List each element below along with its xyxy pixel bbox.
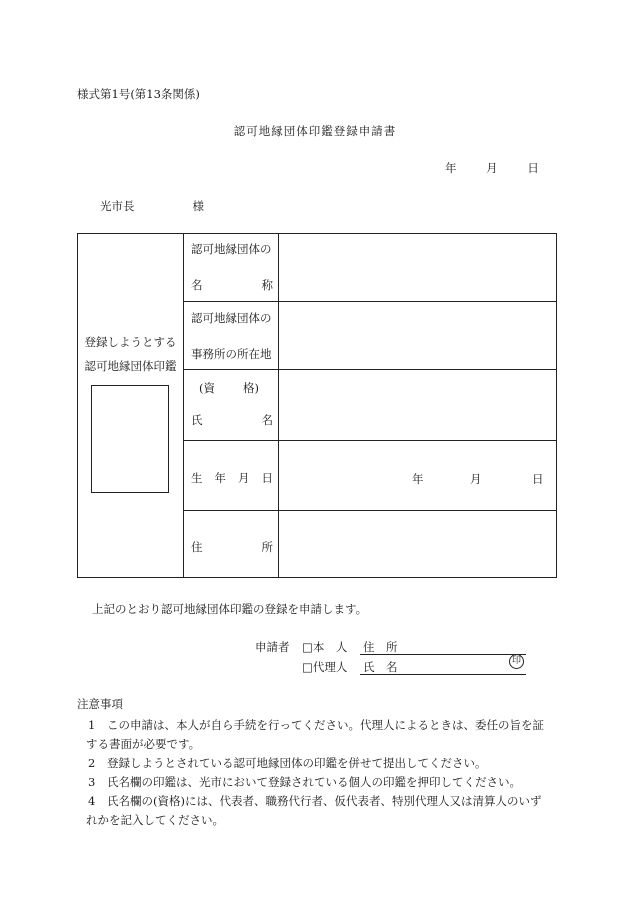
- date-year: 年: [445, 161, 457, 175]
- option-self-checkbox[interactable]: □本 人: [302, 640, 348, 654]
- option-agent-checkbox[interactable]: □代理人: [302, 660, 348, 674]
- notes-title: 注意事項: [77, 697, 123, 711]
- addressee-name: 光市長: [100, 199, 135, 213]
- note-item-4: 4 氏名欄の(資格)には、代表者、職務代行者、仮代表者、特別代理人又は清算人のいず れかを記入してください。: [86, 794, 542, 827]
- addressee-honorific: 様: [192, 199, 204, 213]
- row-label-address: 住 所: [191, 540, 273, 554]
- applicant-name-label: 氏 名: [363, 660, 398, 674]
- office-address-field[interactable]: [279, 302, 557, 368]
- application-date: [445, 160, 539, 176]
- representative-name-field[interactable]: [279, 370, 557, 439]
- declaration-text: 上記のとおり認可地縁団体印鑑の登録を申請します。: [92, 602, 368, 616]
- row-label-birth-date: 生 年 月 日: [191, 471, 273, 485]
- group-name-field[interactable]: [279, 234, 557, 300]
- birth-day: 日: [532, 472, 544, 486]
- address-field[interactable]: [279, 511, 557, 577]
- row-label-group-name: 認可地縁団体の 名 称: [191, 242, 273, 292]
- applicant-name-line[interactable]: [360, 674, 526, 675]
- date-month: 月: [486, 161, 498, 175]
- note-item-1: 1 この申請は、本人が自ら手続を行ってください。代理人によるときは、委任の旨を証 する書面が必要です。: [86, 718, 544, 751]
- addressee: [100, 198, 204, 214]
- note-item-2: 2 登録しようとされている認可地縁団体の印鑑を併せて提出してください。: [88, 756, 487, 770]
- note-item-3: 3 氏名欄の印鑑は、光市において登録されている個人の印鑑を押印してください。: [88, 775, 521, 789]
- applicant-label: 申請者: [255, 640, 290, 654]
- document-title: 認可地縁団体印鑑登録申請書: [233, 124, 397, 138]
- applicant-address-line[interactable]: [360, 654, 526, 655]
- date-day: 日: [527, 161, 539, 175]
- seal-label: 登録しようとする 認可地縁団体印鑑: [84, 335, 177, 373]
- row-label-office-address: 認可地縁団体の 事務所の所在地: [191, 311, 272, 361]
- row-label-representative: (資 格) 氏 名: [191, 381, 273, 427]
- birth-month: 月: [470, 472, 482, 486]
- seal-mark-icon: 印: [509, 654, 524, 669]
- applicant-section: [255, 638, 545, 682]
- form-number: 様式第1号(第13条関係): [77, 87, 200, 101]
- applicant-address-label: 住 所: [363, 640, 398, 654]
- registration-form-table: [77, 233, 557, 578]
- seal-impression-box[interactable]: [91, 385, 169, 493]
- birth-year: 年: [412, 472, 424, 486]
